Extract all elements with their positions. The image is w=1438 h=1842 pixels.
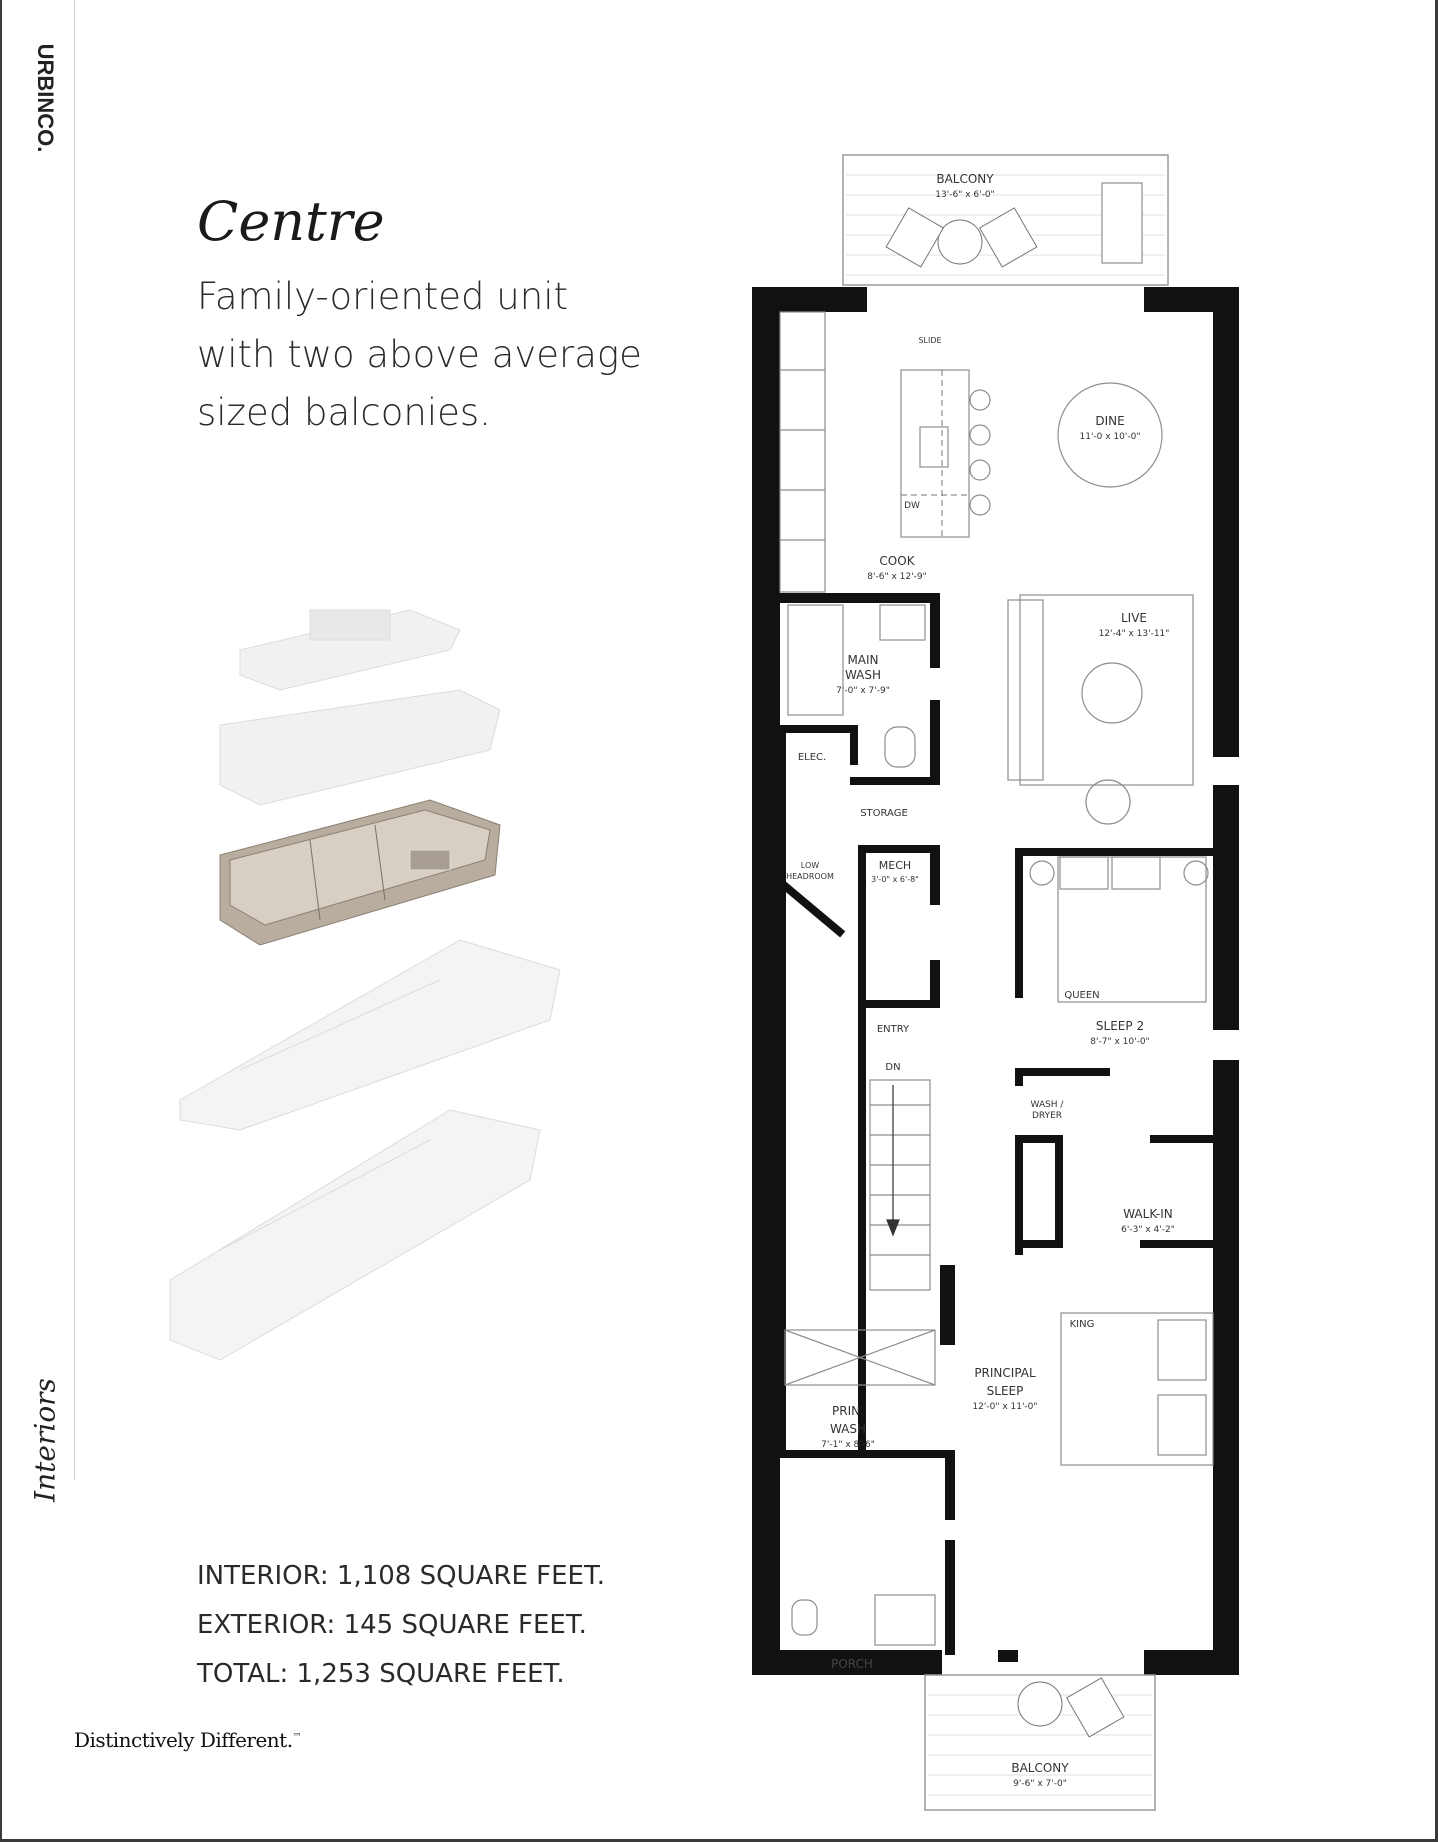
interior-area: INTERIOR: 1,108 SQUARE FEET.	[197, 1561, 606, 1591]
storage-label: STORAGE	[860, 808, 908, 819]
main-wash-label: MAIN	[847, 653, 879, 667]
tagline	[74, 1728, 301, 1752]
low-headroom-label: LOW	[800, 861, 820, 870]
unit-title: Centre	[197, 190, 385, 253]
balcony-bottom-label: BALCONY	[1011, 1761, 1069, 1775]
unit-description: Family-oriented unit with two above average sized balconies.	[197, 275, 642, 434]
dine-dims: 11'-0 x 10'-0"	[1079, 432, 1141, 442]
floor-plan	[740, 145, 1250, 1789]
balcony-top-dims: 13'-6" x 6'-0"	[935, 190, 995, 200]
walk-in-label: WALK-IN	[1123, 1207, 1173, 1221]
low-headroom-label2: HEADROOM	[786, 872, 834, 881]
cook-dims: 8'-6" x 12'-9"	[867, 572, 927, 582]
axonometric-illustration	[160, 600, 600, 1360]
axon-floor-upper	[220, 690, 500, 805]
tagline-text: Distinctively Different.	[74, 1728, 293, 1752]
section-label	[20, 1380, 70, 1500]
axon-floor-ground	[170, 1110, 540, 1360]
brand-logo	[20, 43, 70, 153]
porch-label: PORCH	[831, 1657, 873, 1671]
mech-dims: 3'-0" x 6'-8"	[871, 875, 919, 884]
brand-text: URBINCO.	[33, 43, 58, 153]
prin-wash-label2: WASH	[829, 1422, 867, 1436]
dine-label: DINE	[1095, 414, 1125, 428]
wash-dryer-label: WASH /	[1030, 1100, 1064, 1110]
principal-label: PRINCIPAL	[974, 1366, 1036, 1380]
section-label-text: Interiors	[28, 1378, 62, 1502]
sidebar-divider	[74, 0, 75, 1480]
prin-wash-label: PRIN.	[832, 1404, 864, 1418]
live-dims: 12'-4" x 13'-11"	[1098, 629, 1170, 639]
axon-floor-lower	[180, 940, 560, 1130]
prin-wash-dims: 7'-1" x 8'-6"	[821, 1440, 875, 1450]
balcony-bottom-dims: 9'-6" x 7'-0"	[1013, 1779, 1067, 1789]
total-area: TOTAL: 1,253 SQUARE FEET.	[197, 1659, 565, 1689]
mech-label: MECH	[878, 859, 912, 872]
live-label: LIVE	[1120, 611, 1148, 625]
exterior-area: EXTERIOR: 145 SQUARE FEET.	[197, 1610, 587, 1640]
main-wash-dims: 7'-0" x 7'-9"	[836, 686, 890, 696]
walk-in-dims: 6'-3" x 4'-2"	[1121, 1225, 1175, 1235]
king-label: KING	[1069, 1319, 1095, 1330]
entry-label: ENTRY	[876, 1024, 910, 1035]
sleep2-label: SLEEP 2	[1095, 1019, 1145, 1033]
wash-dryer-label2: DRYER	[1031, 1111, 1063, 1121]
elec-label: ELEC.	[797, 752, 827, 763]
principal-dims: 12'-0" x 11'-0"	[972, 1402, 1038, 1412]
balcony-top-label: BALCONY	[936, 172, 994, 186]
area-summary	[197, 1552, 605, 1699]
slide-label: SLIDE	[918, 336, 942, 345]
principal-label2: SLEEP	[986, 1384, 1024, 1398]
dw-label: DW	[904, 501, 920, 511]
main-wash-label2: WASH	[844, 668, 882, 682]
queen-label: QUEEN	[1064, 990, 1100, 1001]
sleep2-dims: 8'-7" x 10'-0"	[1090, 1037, 1150, 1047]
cook-label: COOK	[879, 554, 915, 568]
trademark-mark: ™	[292, 1732, 302, 1743]
dn-label: DN	[885, 1062, 901, 1073]
